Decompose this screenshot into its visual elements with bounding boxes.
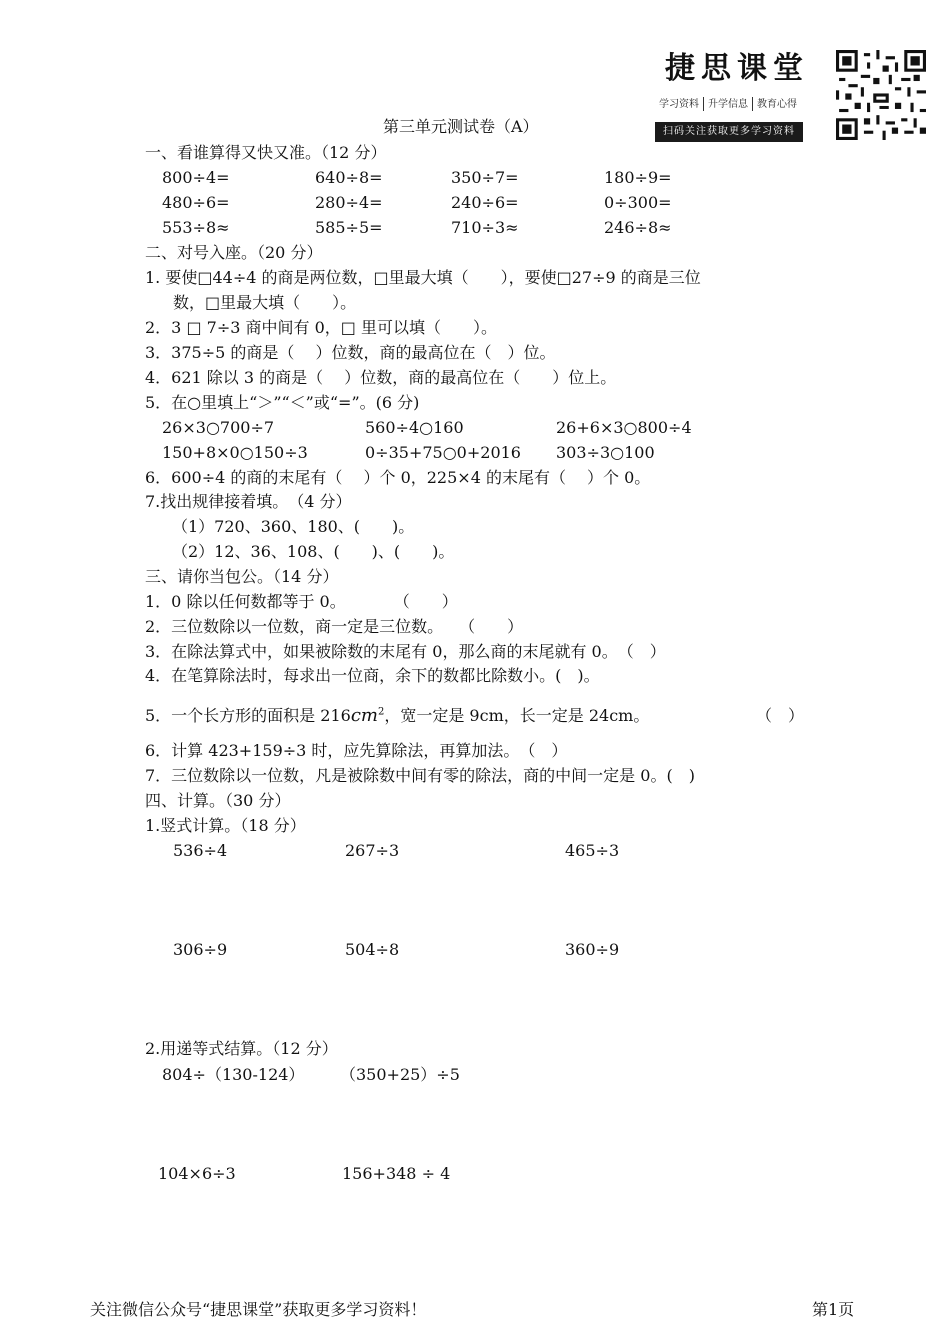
s2-question-4: 4．621 除以 3 的商是（ ）位数，商的最高位在（ ）位上。: [145, 368, 617, 387]
s4-sub-2: 2.用递等式结算。（12 分）: [145, 1039, 338, 1058]
footer-text: 关注微信公众号“捷思课堂”获取更多学习资料！: [90, 1300, 427, 1319]
s2-question-2: 2．3 □ 7÷3 商中间有 0，□ 里可以填（ ）。: [145, 318, 497, 337]
s3-question-7: 7．三位数除以一位数，凡是被除数中间有零的除法，商的中间一定是 0。( ): [145, 766, 695, 785]
section-1-heading: 一、看谁算得又快又准。（12 分）: [145, 143, 387, 162]
s1-item: 350÷7=: [451, 168, 519, 187]
brand-name: 捷思课堂: [665, 51, 809, 86]
step-calc-item: 156+348 ÷ 4: [342, 1164, 451, 1183]
s2-question-7-part-2: （2）12、36、108、( )、( )。: [172, 542, 455, 561]
s3-question-1: 1．0 除以任何数都等于 0。 （ ）: [145, 592, 458, 611]
s3-question-2: 2．三位数除以一位数，商一定是三位数。 （ ）: [145, 617, 524, 636]
page-title: 第三单元测试卷（A）: [383, 117, 539, 136]
section-3-heading: 三、请你当包公。（14 分）: [145, 567, 339, 586]
s3-q5-text: 5．一个长方形的面积是 216: [145, 706, 351, 725]
s2-compare-item: 26+6×3○800÷4: [556, 418, 692, 437]
s4-sub-1: 1.竖式计算。（18 分）: [145, 816, 306, 835]
vertical-calc-item: 504÷8: [345, 940, 400, 959]
s1-item: 480÷6=: [162, 193, 230, 212]
s3-question-4: 4．在笔算除法时，每求出一位商，余下的数都比除数小。( )。: [145, 666, 600, 685]
vertical-calc-item: 306÷9: [173, 940, 228, 959]
vertical-calc-item: 465÷3: [565, 841, 620, 860]
s2-compare-item: 560÷4○160: [365, 418, 464, 437]
brand-tag: 学习资料: [659, 99, 699, 110]
vertical-calc-item: 360÷9: [565, 940, 620, 959]
step-calc-item: 804÷（130-124）: [162, 1065, 305, 1084]
s2-question-3: 3．375÷5 的商是（ ）位数，商的最高位在（ ）位。: [145, 343, 556, 362]
s2-question-1-cont: 数，□里最大填（ ）。: [173, 293, 357, 312]
brand-slogan: 扫码关注获取更多学习资料: [655, 122, 803, 142]
qr-code-icon: [836, 50, 926, 140]
s1-item: 640÷8=: [315, 168, 383, 187]
s1-item: 240÷6=: [451, 193, 519, 212]
page-number: 第1页: [812, 1300, 855, 1319]
s2-compare-item: 303÷3○100: [556, 443, 655, 462]
s1-item: 0÷300=: [604, 193, 672, 212]
s2-question-1: 1. 要使□44÷4 的商是两位数，□里最大填（ ），要使□27÷9 的商是三位: [145, 268, 701, 287]
s1-item: 246÷8≈: [604, 218, 672, 237]
s2-question-5: 5．在○里填上“＞”“＜”或“=”。(6 分): [145, 393, 420, 412]
s2-question-7: 7.找出规律接着填。 （4 分）: [145, 492, 352, 511]
s3-q5-text-post: ，宽一定是 9cm，长一定是 24cm。: [384, 706, 650, 725]
s3-question-5: [145, 707, 649, 725]
s1-item: 585÷5=: [315, 218, 383, 237]
s2-question-7-part-1: （1）720、360、180、( )。: [172, 517, 415, 536]
s2-question-6: 6．600÷4 的商的末尾有（ ）个 0，225×4 的末尾有（ ）个 0。: [145, 468, 651, 487]
s2-compare-item: 26×3○700÷7: [162, 418, 275, 437]
s1-item: 180÷9=: [604, 168, 672, 187]
s3-question-6: 6．计算 423+159÷3 时，应先算除法，再算加法。 （ ）: [145, 741, 568, 760]
s1-item: 553÷8≈: [162, 218, 230, 237]
unit-cm: cm: [350, 705, 378, 726]
s2-compare-item: 150+8×0○150÷3: [162, 443, 308, 462]
s1-item: 280÷4=: [315, 193, 383, 212]
s3-question-3: 3．在除法算式中，如果被除数的末尾有 0，那么商的末尾就有 0。 （ ）: [145, 642, 666, 661]
s1-item: 800÷4=: [162, 168, 230, 187]
brand-tags: [655, 97, 801, 111]
unit-exponent: 2: [377, 706, 385, 718]
s1-item: 710÷3≈: [451, 218, 519, 237]
brand-tag: 教育心得: [757, 99, 797, 110]
section-2-heading: 二、对号入座。（20 分）: [145, 243, 323, 262]
step-calc-item: （350+25）÷5: [340, 1065, 460, 1084]
section-4-heading: 四、计算。（30 分）: [145, 791, 291, 810]
brand-tag: 升学信息: [708, 99, 748, 110]
step-calc-item: 104×6÷3: [158, 1164, 236, 1183]
vertical-calc-item: 267÷3: [345, 841, 400, 860]
s3-q5-answer-mark: （ ）: [756, 706, 805, 725]
s2-compare-item: 0÷35+75○0+2016: [365, 443, 521, 462]
vertical-calc-item: 536÷4: [173, 841, 228, 860]
